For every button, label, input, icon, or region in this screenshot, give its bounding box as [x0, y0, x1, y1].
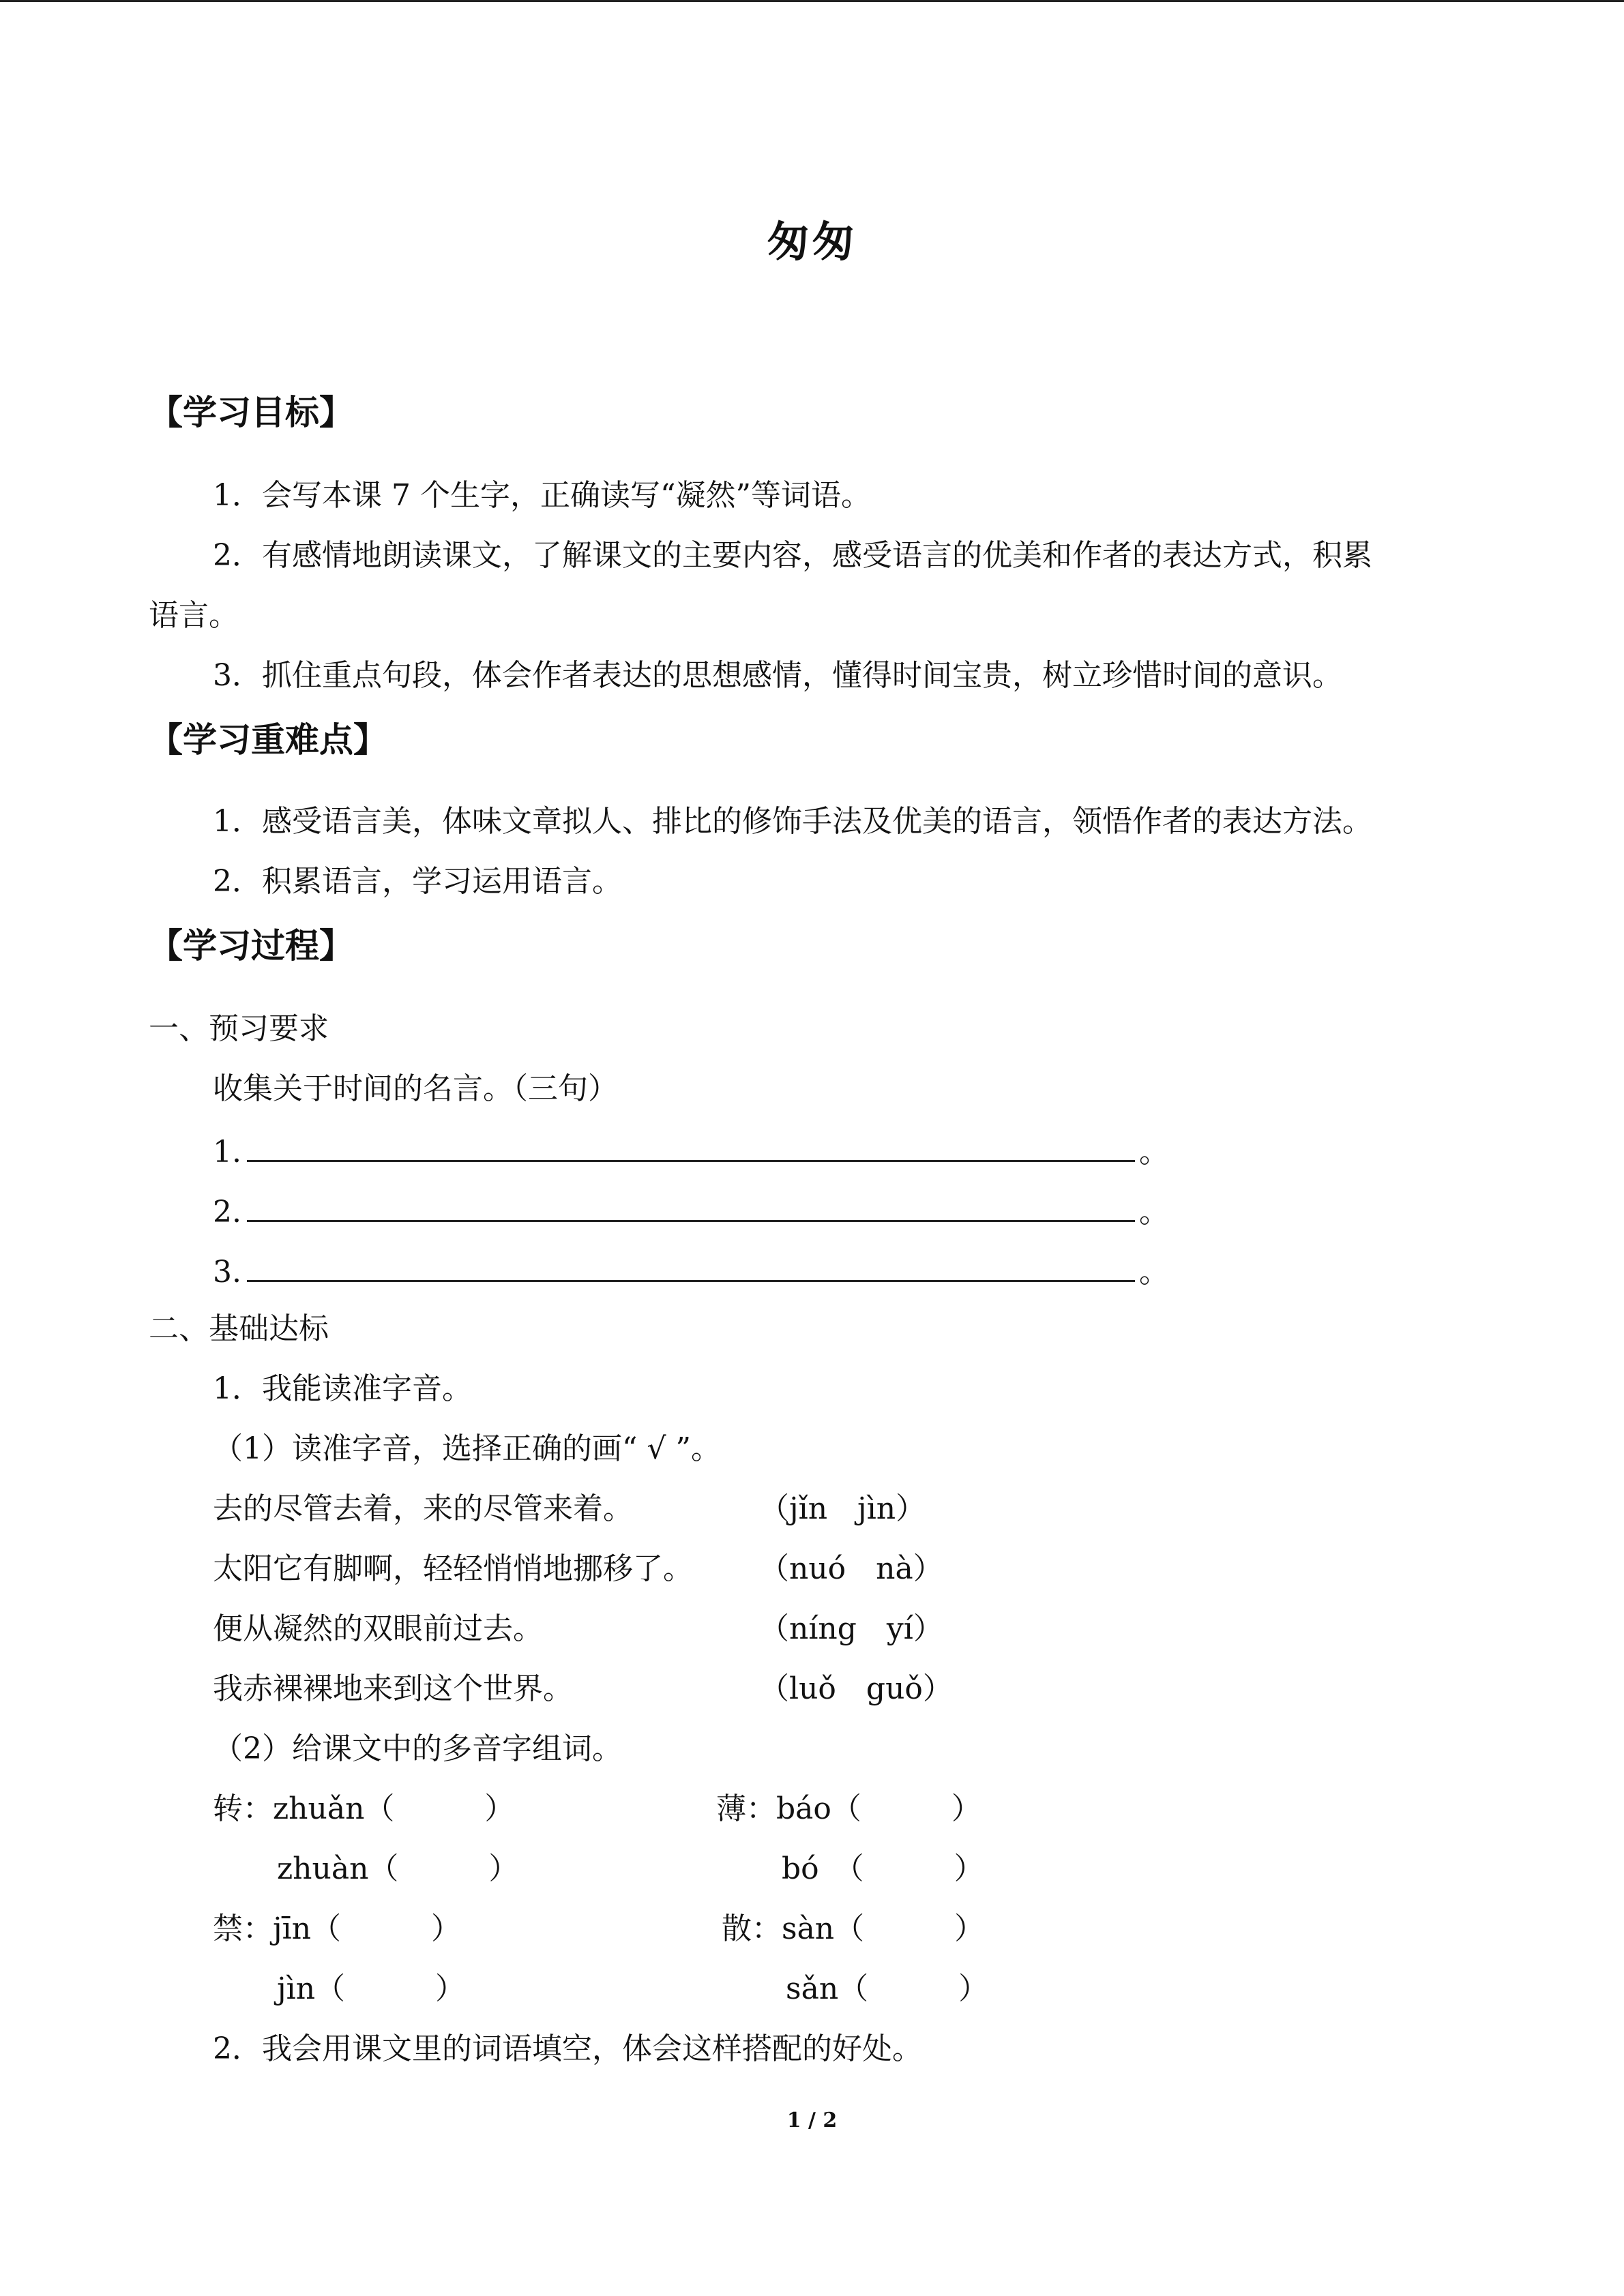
- basics-heading: 二、基础达标: [149, 1311, 329, 1346]
- blank-end-mark: 。: [1138, 1135, 1169, 1169]
- polyphone-san-1[interactable]: 散：sàn（ ）: [722, 1911, 985, 1946]
- key-point-item-2: 2．积累语言，学习运用语言。: [213, 864, 622, 899]
- answer-blank[interactable]: [247, 1134, 1135, 1162]
- goals-heading: 【学习目标】: [149, 392, 353, 432]
- pronunciation-sentence-4: 我赤裸裸地来到这个世界。: [213, 1671, 573, 1706]
- pronunciation-sentence-2: 太阳它有脚啊，轻轻悄悄地挪移了。: [213, 1551, 693, 1586]
- blank-number: 3.: [213, 1255, 241, 1289]
- question-1-part-2: （2）给课文中的多音字组词。: [213, 1731, 622, 1766]
- goal-item-2-line-1: 2．有感情地朗读课文，了解课文的主要内容，感受语言的优美和作者的表达方式，积累: [213, 538, 1372, 573]
- pronunciation-options-4[interactable]: （luǒ guǒ）: [759, 1671, 953, 1706]
- polyphone-zhuan-2[interactable]: zhuàn（ ）: [277, 1851, 519, 1886]
- polyphone-jin-2[interactable]: jìn（ ）: [277, 1971, 466, 2006]
- key-point-item-1: 1．感受语言美，体味文章拟人、排比的修饰手法及优美的语言，领悟作者的表达方法。: [213, 804, 1372, 839]
- pronunciation-sentence-3: 便从凝然的双眼前过去。: [213, 1611, 543, 1646]
- question-1: 1．我能读准字音。: [213, 1371, 472, 1406]
- goal-item-3: 3．抓住重点句段，体会作者表达的思想感情，懂得时间宝贵，树立珍惜时间的意识。: [213, 658, 1342, 693]
- polyphone-bao-1[interactable]: 薄：báo（ ）: [716, 1791, 981, 1826]
- preview-instruction: 收集关于时间的名言。（三句）: [213, 1071, 618, 1106]
- question-2: 2．我会用课文里的词语填空，体会这样搭配的好处。: [213, 2031, 922, 2066]
- preview-heading: 一、预习要求: [149, 1011, 329, 1046]
- polyphone-zhuan-1[interactable]: 转：zhuǎn（ ）: [213, 1791, 515, 1826]
- quote-blank-line-3: [213, 1254, 1169, 1287]
- goal-item-1: 1．会写本课 7 个生字，正确读写“凝然”等词语。: [213, 478, 871, 513]
- polyphone-bao-2[interactable]: bó （ ）: [782, 1851, 984, 1886]
- process-heading: 【学习过程】: [149, 925, 353, 966]
- pronunciation-options-3[interactable]: （níng yí）: [759, 1611, 943, 1646]
- blank-number: 1.: [213, 1135, 241, 1169]
- document-title: 匆匆: [767, 217, 857, 267]
- quote-blank-line-2: [213, 1194, 1169, 1227]
- answer-blank[interactable]: [247, 1194, 1135, 1222]
- pronunciation-sentence-1: 去的尽管去着，来的尽管来着。: [213, 1491, 633, 1526]
- blank-end-mark: 。: [1138, 1195, 1169, 1229]
- quote-blank-line-1: [213, 1134, 1169, 1167]
- pronunciation-options-2[interactable]: （nuó nà）: [759, 1551, 943, 1586]
- blank-number: 2.: [213, 1195, 241, 1229]
- goal-item-2-line-2: 语言。: [149, 598, 239, 633]
- polyphone-san-2[interactable]: sǎn（ ）: [786, 1971, 989, 2006]
- blank-end-mark: 。: [1138, 1255, 1169, 1289]
- polyphone-jin-1[interactable]: 禁：jīn（ ）: [213, 1911, 462, 1946]
- key-points-heading: 【学习重难点】: [149, 719, 387, 760]
- question-1-part-1: （1）读准字音，选择正确的画“ √ ”。: [213, 1431, 721, 1466]
- answer-blank[interactable]: [247, 1254, 1135, 1282]
- pronunciation-options-1[interactable]: （jǐn jìn）: [759, 1491, 926, 1526]
- page-number: 1 / 2: [786, 2108, 838, 2132]
